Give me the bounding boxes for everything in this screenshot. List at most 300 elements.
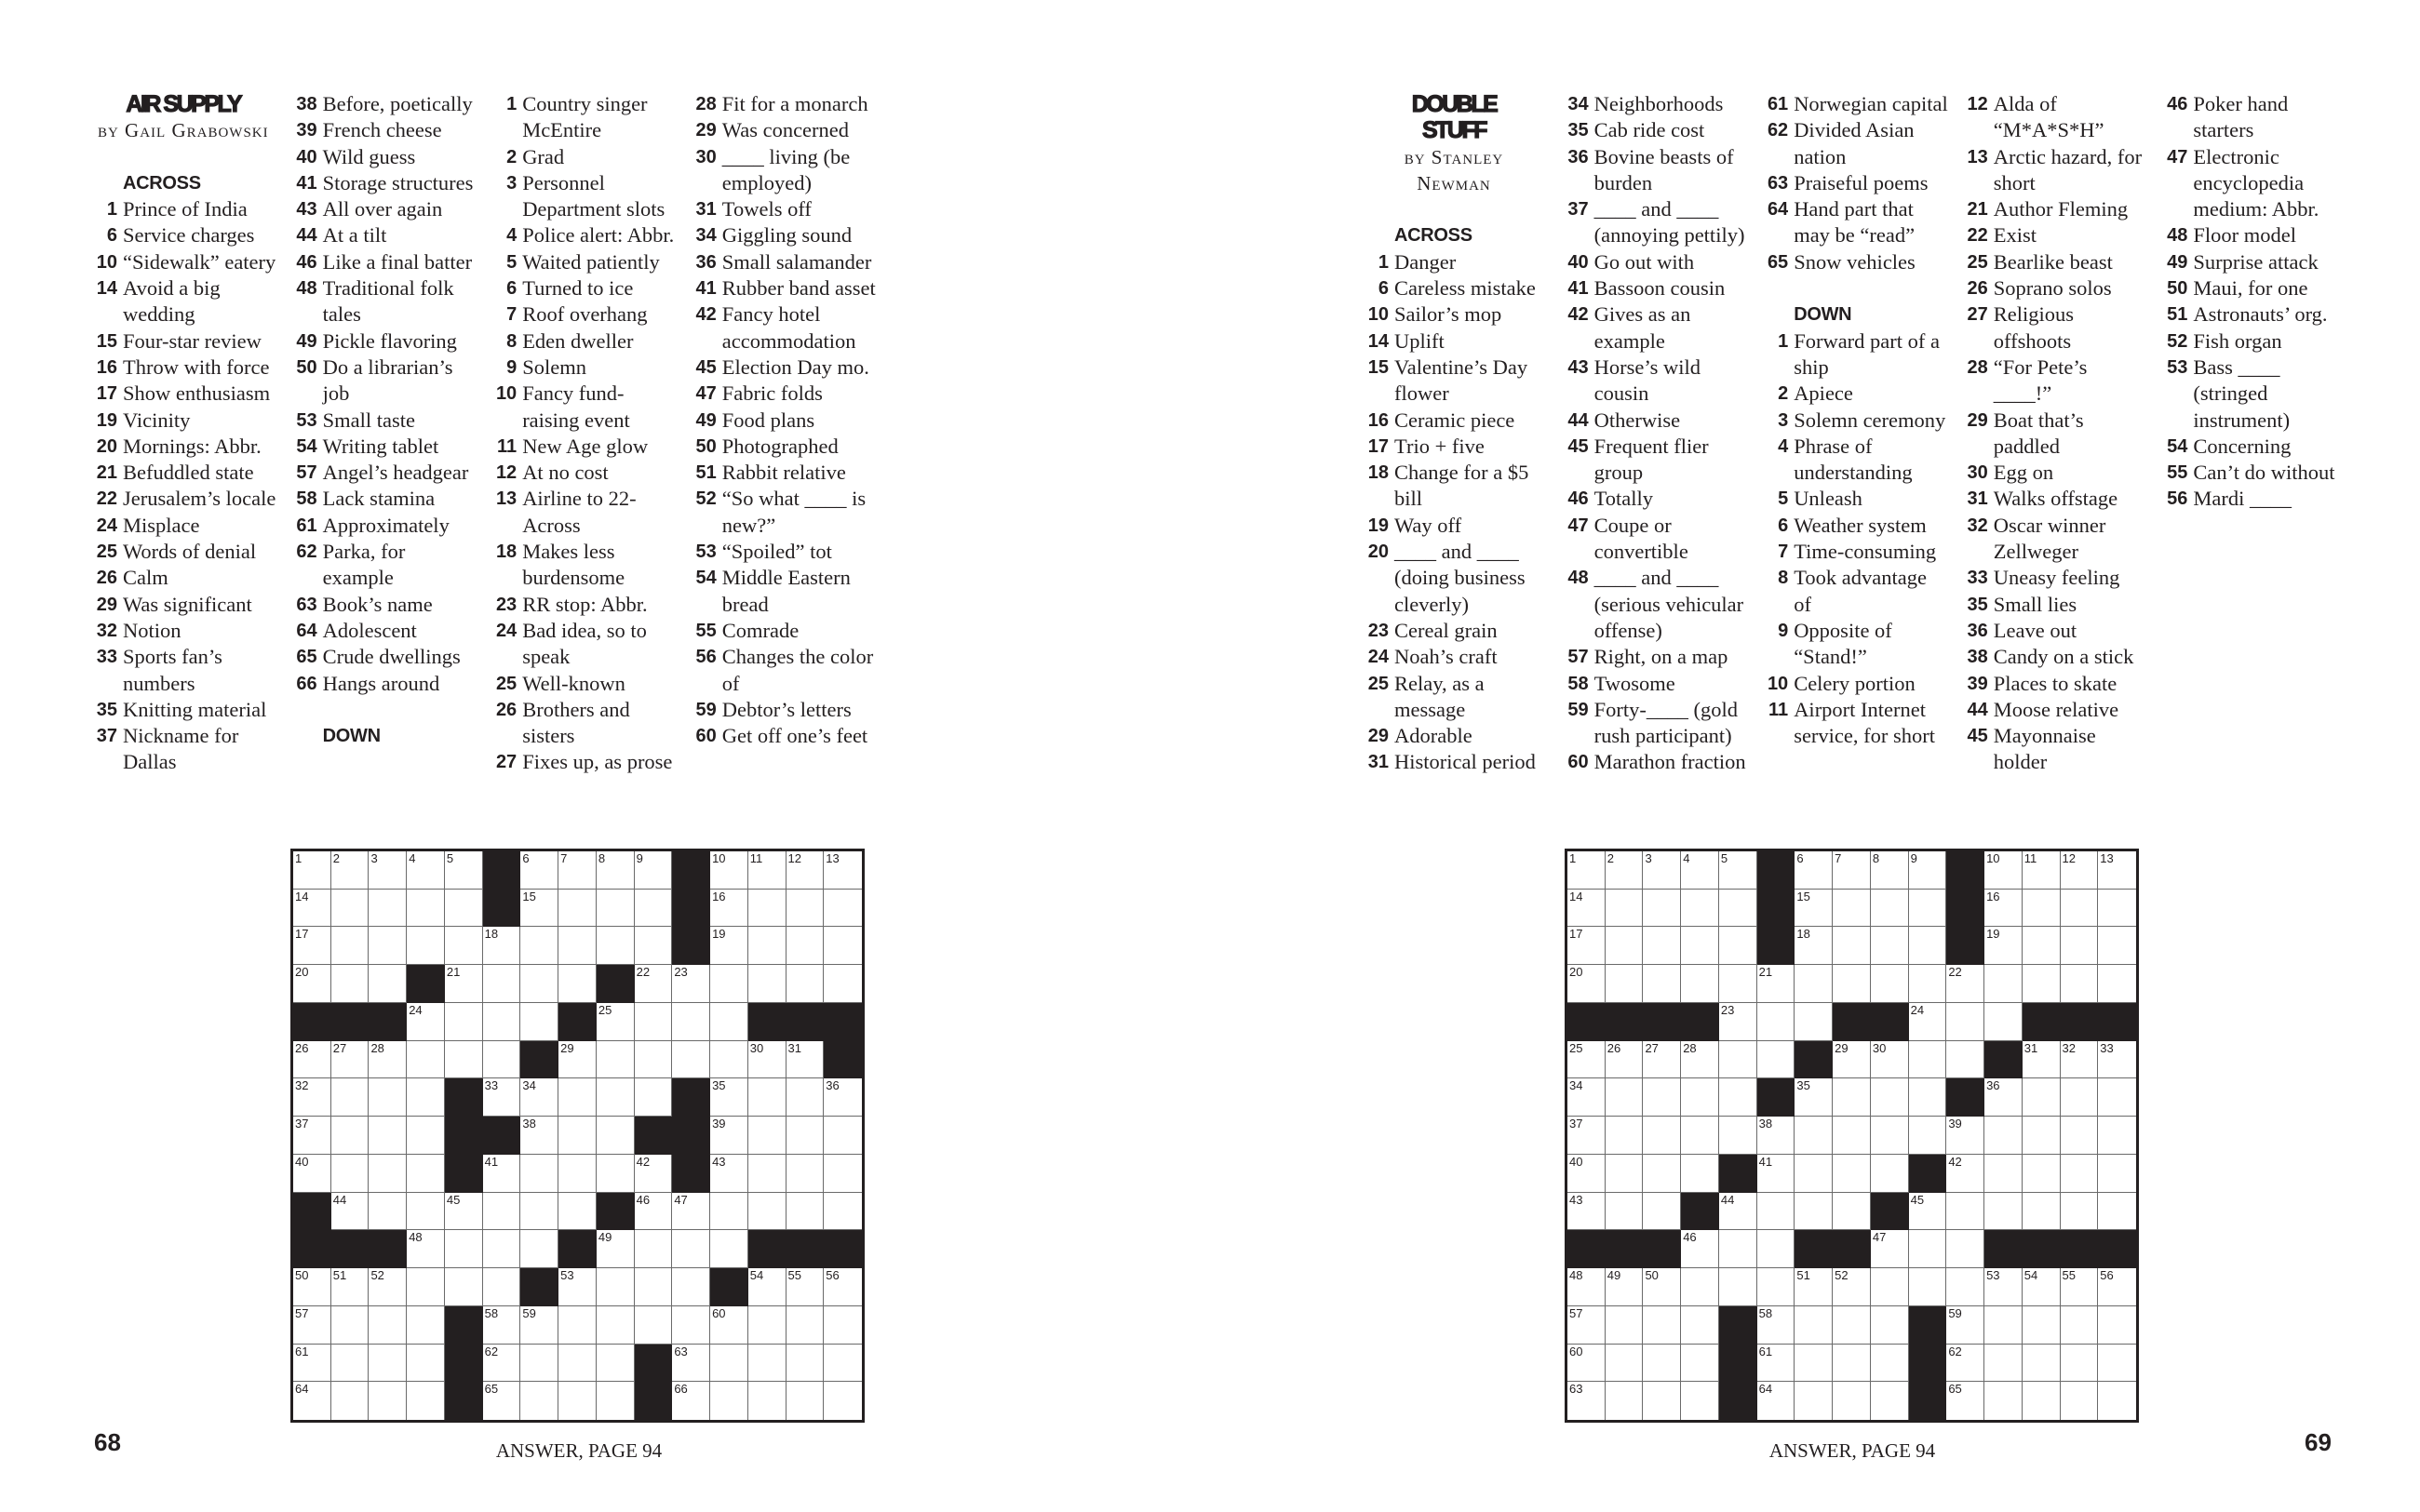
grid-cell[interactable] [672, 1268, 710, 1306]
grid-cell[interactable] [331, 1041, 370, 1079]
grid-cell[interactable] [407, 890, 445, 928]
grid-cell[interactable] [1833, 1193, 1871, 1231]
grid-cell[interactable] [786, 1155, 825, 1193]
grid-cell[interactable] [635, 890, 673, 928]
grid-cell[interactable] [445, 1003, 483, 1041]
grid-cell[interactable] [1567, 965, 1606, 1003]
grid-cell[interactable] [1833, 1155, 1871, 1193]
grid-cell[interactable] [710, 1117, 748, 1155]
grid-cell[interactable] [1871, 1268, 1909, 1306]
grid-cell[interactable] [2098, 1078, 2136, 1117]
grid-cell[interactable] [1909, 965, 1947, 1003]
grid-cell[interactable] [483, 1078, 521, 1117]
grid-cell[interactable] [1567, 1382, 1606, 1420]
grid-cell[interactable] [710, 1382, 748, 1420]
grid-cell[interactable] [407, 1155, 445, 1193]
grid-cell[interactable] [1757, 1306, 1795, 1345]
grid-cell[interactable] [1643, 1155, 1681, 1193]
grid-cell[interactable] [1719, 1003, 1757, 1041]
grid-cell[interactable] [710, 1306, 748, 1345]
grid-cell[interactable] [369, 1268, 407, 1306]
grid-cell[interactable] [1795, 1117, 1833, 1155]
grid-cell[interactable] [1909, 1041, 1947, 1079]
grid-cell[interactable] [1681, 1230, 1719, 1268]
grid-cell[interactable] [1946, 1268, 1984, 1306]
grid-cell[interactable] [331, 927, 370, 965]
grid-cell[interactable] [2061, 1078, 2099, 1117]
grid-cell[interactable] [331, 1117, 370, 1155]
grid-cell[interactable] [369, 1345, 407, 1383]
grid-cell[interactable] [1909, 1193, 1947, 1231]
grid-cell[interactable] [1946, 1193, 1984, 1231]
grid-cell[interactable] [1757, 1268, 1795, 1306]
grid-cell[interactable] [748, 1155, 786, 1193]
grid-cell[interactable] [483, 1193, 521, 1231]
grid-cell[interactable] [2023, 1382, 2061, 1420]
grid-cell[interactable] [597, 1382, 635, 1420]
grid-cell[interactable] [1643, 1268, 1681, 1306]
grid-cell[interactable] [1643, 927, 1681, 965]
grid-cell[interactable] [748, 927, 786, 965]
grid-cell[interactable] [1643, 1117, 1681, 1155]
grid-cell[interactable] [1643, 1041, 1681, 1079]
grid-cell[interactable] [2023, 890, 2061, 928]
grid-cell[interactable] [1946, 1382, 1984, 1420]
grid-cell[interactable] [407, 1193, 445, 1231]
grid-cell[interactable] [2023, 927, 2061, 965]
grid-cell[interactable] [1795, 927, 1833, 965]
grid-cell[interactable] [710, 1003, 748, 1041]
grid-cell[interactable] [1909, 1078, 1947, 1117]
grid-cell[interactable] [369, 1306, 407, 1345]
grid-cell[interactable] [407, 1041, 445, 1079]
grid-cell[interactable] [2061, 1117, 2099, 1155]
grid-cell[interactable] [1719, 927, 1757, 965]
grid-cell[interactable] [748, 965, 786, 1003]
grid-cell[interactable] [1833, 1306, 1871, 1345]
crossword-grid[interactable] [290, 849, 865, 1423]
grid-cell[interactable] [786, 1306, 825, 1345]
grid-cell[interactable] [369, 890, 407, 928]
grid-cell[interactable] [786, 1117, 825, 1155]
grid-cell[interactable] [2023, 1193, 2061, 1231]
grid-cell[interactable] [558, 1078, 597, 1117]
grid-cell[interactable] [2061, 1268, 2099, 1306]
grid-cell[interactable] [369, 1155, 407, 1193]
grid-cell[interactable] [369, 1117, 407, 1155]
grid-cell[interactable] [1833, 927, 1871, 965]
grid-cell[interactable] [483, 1041, 521, 1079]
grid-cell[interactable] [597, 1003, 635, 1041]
grid-cell[interactable] [558, 1155, 597, 1193]
grid-cell[interactable] [520, 1345, 558, 1383]
grid-cell[interactable] [407, 1078, 445, 1117]
grid-cell[interactable] [483, 1345, 521, 1383]
grid-cell[interactable] [1681, 851, 1719, 890]
grid-cell[interactable] [1681, 1306, 1719, 1345]
grid-cell[interactable] [635, 1041, 673, 1079]
grid-cell[interactable] [786, 1345, 825, 1383]
grid-cell[interactable] [786, 1193, 825, 1231]
grid-cell[interactable] [2098, 1268, 2136, 1306]
grid-cell[interactable] [1606, 1382, 1644, 1420]
grid-cell[interactable] [2098, 1306, 2136, 1345]
grid-cell[interactable] [1567, 851, 1606, 890]
grid-cell[interactable] [786, 1382, 825, 1420]
grid-cell[interactable] [558, 1382, 597, 1420]
grid-cell[interactable] [824, 1345, 862, 1383]
grid-cell[interactable] [1946, 1306, 1984, 1345]
grid-cell[interactable] [2098, 927, 2136, 965]
grid-cell[interactable] [1757, 1041, 1795, 1079]
grid-cell[interactable] [407, 851, 445, 890]
grid-cell[interactable] [293, 1268, 331, 1306]
grid-cell[interactable] [293, 1382, 331, 1420]
grid-cell[interactable] [672, 1345, 710, 1383]
grid-cell[interactable] [1757, 1193, 1795, 1231]
grid-cell[interactable] [1643, 1306, 1681, 1345]
grid-cell[interactable] [331, 1193, 370, 1231]
grid-cell[interactable] [1643, 1345, 1681, 1383]
grid-cell[interactable] [558, 1268, 597, 1306]
grid-cell[interactable] [1795, 851, 1833, 890]
grid-cell[interactable] [1984, 1155, 2023, 1193]
grid-cell[interactable] [2061, 1345, 2099, 1383]
grid-cell[interactable] [1757, 1345, 1795, 1383]
grid-cell[interactable] [635, 1230, 673, 1268]
grid-cell[interactable] [1833, 1041, 1871, 1079]
grid-cell[interactable] [520, 927, 558, 965]
grid-cell[interactable] [1795, 1306, 1833, 1345]
grid-cell[interactable] [1795, 1155, 1833, 1193]
grid-cell[interactable] [672, 1041, 710, 1079]
grid-cell[interactable] [1909, 1003, 1947, 1041]
grid-cell[interactable] [331, 890, 370, 928]
grid-cell[interactable] [369, 1193, 407, 1231]
grid-cell[interactable] [1719, 965, 1757, 1003]
grid-cell[interactable] [558, 890, 597, 928]
grid-cell[interactable] [1984, 1268, 2023, 1306]
grid-cell[interactable] [710, 851, 748, 890]
grid-cell[interactable] [824, 1382, 862, 1420]
grid-cell[interactable] [1567, 890, 1606, 928]
grid-cell[interactable] [1871, 1306, 1909, 1345]
grid-cell[interactable] [2023, 1345, 2061, 1383]
grid-cell[interactable] [1681, 1041, 1719, 1079]
grid-cell[interactable] [293, 1345, 331, 1383]
grid-cell[interactable] [786, 1041, 825, 1079]
grid-cell[interactable] [597, 1155, 635, 1193]
grid-cell[interactable] [1643, 851, 1681, 890]
grid-cell[interactable] [635, 1003, 673, 1041]
grid-cell[interactable] [1757, 1155, 1795, 1193]
grid-cell[interactable] [1909, 1230, 1947, 1268]
grid-cell[interactable] [407, 1268, 445, 1306]
grid-cell[interactable] [1795, 1193, 1833, 1231]
grid-cell[interactable] [748, 1193, 786, 1231]
grid-cell[interactable] [331, 1268, 370, 1306]
grid-cell[interactable] [748, 1041, 786, 1079]
grid-cell[interactable] [558, 1117, 597, 1155]
grid-cell[interactable] [2023, 1117, 2061, 1155]
grid-cell[interactable] [1984, 1078, 2023, 1117]
grid-cell[interactable] [520, 1193, 558, 1231]
grid-cell[interactable] [1681, 1155, 1719, 1193]
grid-cell[interactable] [2098, 965, 2136, 1003]
grid-cell[interactable] [1757, 1382, 1795, 1420]
grid-cell[interactable] [824, 927, 862, 965]
grid-cell[interactable] [331, 1306, 370, 1345]
grid-cell[interactable] [1643, 890, 1681, 928]
grid-cell[interactable] [558, 851, 597, 890]
grid-cell[interactable] [1871, 965, 1909, 1003]
grid-cell[interactable] [483, 1306, 521, 1345]
grid-cell[interactable] [2098, 1117, 2136, 1155]
grid-cell[interactable] [824, 1078, 862, 1117]
grid-cell[interactable] [748, 1268, 786, 1306]
grid-cell[interactable] [1719, 890, 1757, 928]
grid-cell[interactable] [1833, 1078, 1871, 1117]
grid-cell[interactable] [635, 1078, 673, 1117]
grid-cell[interactable] [710, 1155, 748, 1193]
grid-cell[interactable] [1643, 1382, 1681, 1420]
grid-cell[interactable] [2098, 1345, 2136, 1383]
grid-cell[interactable] [293, 927, 331, 965]
grid-cell[interactable] [1606, 1078, 1644, 1117]
grid-cell[interactable] [1833, 1345, 1871, 1383]
grid-cell[interactable] [520, 965, 558, 1003]
grid-cell[interactable] [407, 1382, 445, 1420]
grid-cell[interactable] [1909, 890, 1947, 928]
grid-cell[interactable] [407, 1345, 445, 1383]
grid-cell[interactable] [1606, 927, 1644, 965]
grid-cell[interactable] [1946, 1117, 1984, 1155]
grid-cell[interactable] [445, 851, 483, 890]
grid-cell[interactable] [597, 1306, 635, 1345]
grid-cell[interactable] [1681, 890, 1719, 928]
grid-cell[interactable] [1871, 1041, 1909, 1079]
grid-cell[interactable] [1606, 1268, 1644, 1306]
grid-cell[interactable] [1757, 1003, 1795, 1041]
grid-cell[interactable] [483, 927, 521, 965]
grid-cell[interactable] [1643, 1078, 1681, 1117]
grid-cell[interactable] [2023, 965, 2061, 1003]
grid-cell[interactable] [331, 851, 370, 890]
grid-cell[interactable] [1606, 890, 1644, 928]
grid-cell[interactable] [672, 1382, 710, 1420]
grid-cell[interactable] [786, 890, 825, 928]
grid-cell[interactable] [2061, 1041, 2099, 1079]
grid-cell[interactable] [1833, 965, 1871, 1003]
grid-cell[interactable] [369, 927, 407, 965]
grid-cell[interactable] [1681, 1345, 1719, 1383]
grid-cell[interactable] [635, 1268, 673, 1306]
grid-cell[interactable] [1567, 1193, 1606, 1231]
grid-cell[interactable] [2098, 1155, 2136, 1193]
grid-cell[interactable] [293, 1306, 331, 1345]
grid-cell[interactable] [672, 965, 710, 1003]
grid-cell[interactable] [1719, 1041, 1757, 1079]
grid-cell[interactable] [483, 1230, 521, 1268]
grid-cell[interactable] [748, 1306, 786, 1345]
grid-cell[interactable] [2098, 1193, 2136, 1231]
grid-cell[interactable] [672, 1003, 710, 1041]
grid-cell[interactable] [635, 851, 673, 890]
grid-cell[interactable] [558, 1041, 597, 1079]
grid-cell[interactable] [597, 1268, 635, 1306]
grid-cell[interactable] [2023, 1268, 2061, 1306]
grid-cell[interactable] [1946, 1155, 1984, 1193]
grid-cell[interactable] [597, 1117, 635, 1155]
grid-cell[interactable] [2023, 1306, 2061, 1345]
grid-cell[interactable] [1984, 1306, 2023, 1345]
grid-cell[interactable] [2098, 890, 2136, 928]
grid-cell[interactable] [597, 927, 635, 965]
grid-cell[interactable] [331, 1382, 370, 1420]
grid-cell[interactable] [1984, 927, 2023, 965]
grid-cell[interactable] [1795, 965, 1833, 1003]
grid-cell[interactable] [1681, 1078, 1719, 1117]
grid-cell[interactable] [710, 890, 748, 928]
grid-cell[interactable] [407, 1117, 445, 1155]
grid-cell[interactable] [597, 1078, 635, 1117]
grid-cell[interactable] [710, 927, 748, 965]
grid-cell[interactable] [445, 1193, 483, 1231]
grid-cell[interactable] [2061, 1382, 2099, 1420]
grid-cell[interactable] [1984, 890, 2023, 928]
grid-cell[interactable] [2098, 1382, 2136, 1420]
grid-cell[interactable] [407, 1003, 445, 1041]
grid-cell[interactable] [331, 1078, 370, 1117]
grid-cell[interactable] [635, 1155, 673, 1193]
grid-cell[interactable] [786, 1268, 825, 1306]
grid-cell[interactable] [520, 1117, 558, 1155]
grid-cell[interactable] [2023, 1078, 2061, 1117]
grid-cell[interactable] [1833, 890, 1871, 928]
grid-cell[interactable] [1871, 1155, 1909, 1193]
grid-cell[interactable] [1567, 1345, 1606, 1383]
grid-cell[interactable] [369, 965, 407, 1003]
grid-cell[interactable] [597, 851, 635, 890]
grid-cell[interactable] [293, 1117, 331, 1155]
grid-cell[interactable] [2023, 851, 2061, 890]
grid-cell[interactable] [1757, 965, 1795, 1003]
grid-cell[interactable] [369, 1041, 407, 1079]
grid-cell[interactable] [520, 851, 558, 890]
grid-cell[interactable] [1567, 1117, 1606, 1155]
grid-cell[interactable] [824, 1117, 862, 1155]
grid-cell[interactable] [1606, 965, 1644, 1003]
grid-cell[interactable] [1946, 1345, 1984, 1383]
grid-cell[interactable] [293, 1078, 331, 1117]
grid-cell[interactable] [1606, 1155, 1644, 1193]
grid-cell[interactable] [2023, 1155, 2061, 1193]
grid-cell[interactable] [558, 1306, 597, 1345]
grid-cell[interactable] [672, 1306, 710, 1345]
grid-cell[interactable] [1984, 1193, 2023, 1231]
grid-cell[interactable] [1909, 851, 1947, 890]
grid-cell[interactable] [1795, 1345, 1833, 1383]
grid-cell[interactable] [635, 965, 673, 1003]
grid-cell[interactable] [520, 1230, 558, 1268]
grid-cell[interactable] [1643, 965, 1681, 1003]
grid-cell[interactable] [748, 1117, 786, 1155]
grid-cell[interactable] [483, 1155, 521, 1193]
grid-cell[interactable] [1984, 1117, 2023, 1155]
grid-cell[interactable] [445, 890, 483, 928]
grid-cell[interactable] [558, 927, 597, 965]
grid-cell[interactable] [483, 1382, 521, 1420]
grid-cell[interactable] [2061, 890, 2099, 928]
grid-cell[interactable] [1871, 1382, 1909, 1420]
grid-cell[interactable] [672, 1230, 710, 1268]
grid-cell[interactable] [2098, 851, 2136, 890]
grid-cell[interactable] [1719, 1193, 1757, 1231]
grid-cell[interactable] [1567, 1041, 1606, 1079]
grid-cell[interactable] [331, 1345, 370, 1383]
grid-cell[interactable] [1681, 1382, 1719, 1420]
grid-cell[interactable] [558, 965, 597, 1003]
grid-cell[interactable] [1871, 851, 1909, 890]
grid-cell[interactable] [407, 1306, 445, 1345]
grid-cell[interactable] [2061, 965, 2099, 1003]
crossword-grid[interactable] [1565, 849, 2139, 1423]
grid-cell[interactable] [710, 1041, 748, 1079]
grid-cell[interactable] [1871, 927, 1909, 965]
grid-cell[interactable] [1681, 965, 1719, 1003]
grid-cell[interactable] [445, 965, 483, 1003]
grid-cell[interactable] [824, 965, 862, 1003]
grid-cell[interactable] [483, 1268, 521, 1306]
grid-cell[interactable] [748, 851, 786, 890]
grid-cell[interactable] [1719, 1078, 1757, 1117]
grid-cell[interactable] [1757, 1230, 1795, 1268]
grid-cell[interactable] [1833, 1117, 1871, 1155]
grid-cell[interactable] [1833, 1268, 1871, 1306]
grid-cell[interactable] [1719, 851, 1757, 890]
grid-cell[interactable] [1606, 1345, 1644, 1383]
grid-cell[interactable] [748, 1345, 786, 1383]
grid-cell[interactable] [597, 1345, 635, 1383]
grid-cell[interactable] [1984, 1382, 2023, 1420]
grid-cell[interactable] [1946, 1041, 1984, 1079]
grid-cell[interactable] [1681, 927, 1719, 965]
grid-cell[interactable] [824, 1193, 862, 1231]
grid-cell[interactable] [597, 1041, 635, 1079]
grid-cell[interactable] [824, 1155, 862, 1193]
grid-cell[interactable] [710, 1193, 748, 1231]
grid-cell[interactable] [1719, 1117, 1757, 1155]
grid-cell[interactable] [1946, 1230, 1984, 1268]
grid-cell[interactable] [520, 890, 558, 928]
grid-cell[interactable] [748, 890, 786, 928]
grid-cell[interactable] [293, 851, 331, 890]
grid-cell[interactable] [369, 1078, 407, 1117]
grid-cell[interactable] [1643, 1193, 1681, 1231]
grid-cell[interactable] [824, 1268, 862, 1306]
grid-cell[interactable] [520, 1155, 558, 1193]
grid-cell[interactable] [824, 851, 862, 890]
grid-cell[interactable] [1795, 1268, 1833, 1306]
grid-cell[interactable] [1946, 965, 1984, 1003]
grid-cell[interactable] [1795, 1382, 1833, 1420]
grid-cell[interactable] [635, 927, 673, 965]
grid-cell[interactable] [1984, 965, 2023, 1003]
grid-cell[interactable] [1909, 927, 1947, 965]
grid-cell[interactable] [2061, 851, 2099, 890]
grid-cell[interactable] [1795, 1003, 1833, 1041]
grid-cell[interactable] [558, 1345, 597, 1383]
